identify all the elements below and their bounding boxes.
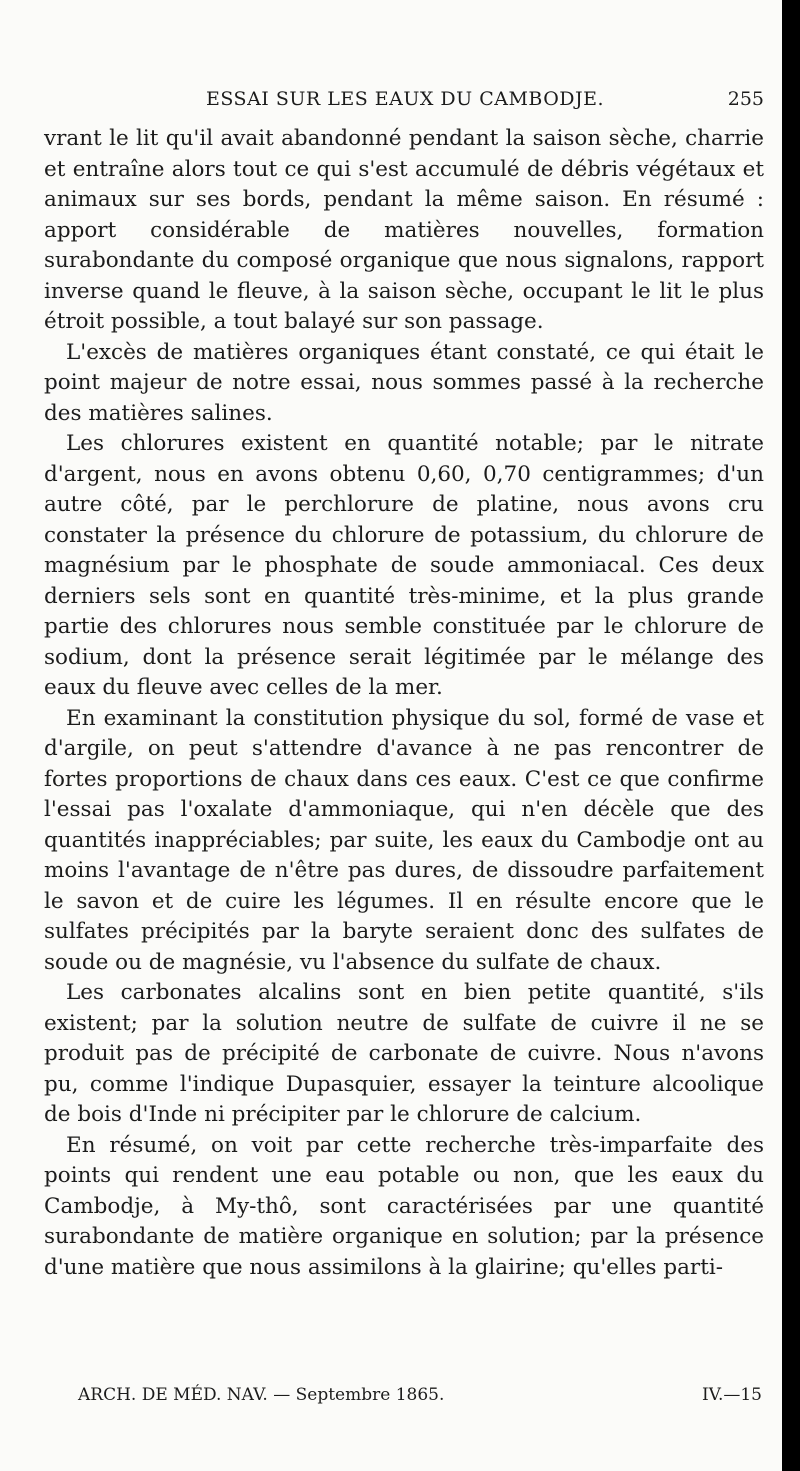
- body-text: [44, 124, 764, 1283]
- paragraph-chlorides: Les chlorures existent en quantité notable; par le nitrate d'argent, nous en avons obtenu 0,60, 0,70 centigrammes; d'un autre côté, par le perchlorure de platine, nous avons cru constater la présence du chlorure de potassium, du chlorure de magnésium par le phosphate de soude ammoniacal. Ces deux derniers sels sont en quantité très-minime, et la plus grande partie des chlorures nous semble constituée par le chlorure de sodium, dont la présence serait légitimée par le mélange des eaux du fleuve avec celles de la mer.: [44, 431, 764, 700]
- running-head: [44, 88, 764, 118]
- running-title: ESSAI SUR LES EAUX DU CAMBODJE.: [206, 88, 605, 110]
- footer-signature-mark: IV.—15: [701, 1385, 762, 1405]
- page-number: 255: [727, 88, 764, 110]
- paragraph-organic-excess: L'excès de matières organiques étant constaté, ce qui était le point majeur de notre essai, nous sommes passé à la recherche des matières salines.: [44, 339, 764, 426]
- paragraph-summary: En résumé, on voit par cette recherche très-imparfaite des points qui rendent une eau potable ou non, que les eaux du Cambodje, à My-thô, sont caractérisées par une quantité surabondante de matière organique en solution; par la présence d'une matière que nous assimilons à la glairine; qu'elles parti-: [44, 1132, 764, 1280]
- paragraph-lime: En examinant la constitution physique du sol, formé de vase et d'argile, on peut s'attendre d'avance à ne pas rencontrer de fortes proportions de chaux dans ces eaux. C'est ce que confirme l'essai pas l'oxalate d'ammoniaque, qui n'en décèle que des quantités inappréciables; par suite, les eaux du Cambodje ont au moins l'avantage de n'être pas dures, de dissoudre parfaitement le savon et de cuire les légumes. Il en résulte encore que le sulfates précipités par la baryte seraient donc des sulfates de soude ou de magnésie, vu l'absence du sulfate de chaux.: [44, 705, 764, 975]
- footer-journal-citation: ARCH. DE MÉD. NAV. — Septembre 1865.: [78, 1385, 445, 1405]
- paragraph-continuation: vrant le lit qu'il avait abandonné pendant la saison sèche, charrie et entraîne alors tout ce qui s'est accumulé de débris végétaux et animaux sur ses bords, pendant la même saison. En résumé : apport considérable de matières nouvelles, formation surabondante du composé organique que nous signalons, rapport inverse quand le fleuve, à la saison sèche, occupant le lit le plus étroit possible, a tout balayé sur son passage.: [44, 126, 764, 334]
- page-footer: [48, 1385, 762, 1411]
- paragraph-carbonates: Les carbonates alcalins sont en bien petite quantité, s'ils existent; par la solution neutre de sulfate de cuivre il ne se produit pas de précipité de carbonate de cuivre. Nous n'avons pu, comme l'indique Dupasquier, essayer la teinture alcoolique de bois d'Inde ni précipiter par le chlorure de calcium.: [44, 980, 764, 1127]
